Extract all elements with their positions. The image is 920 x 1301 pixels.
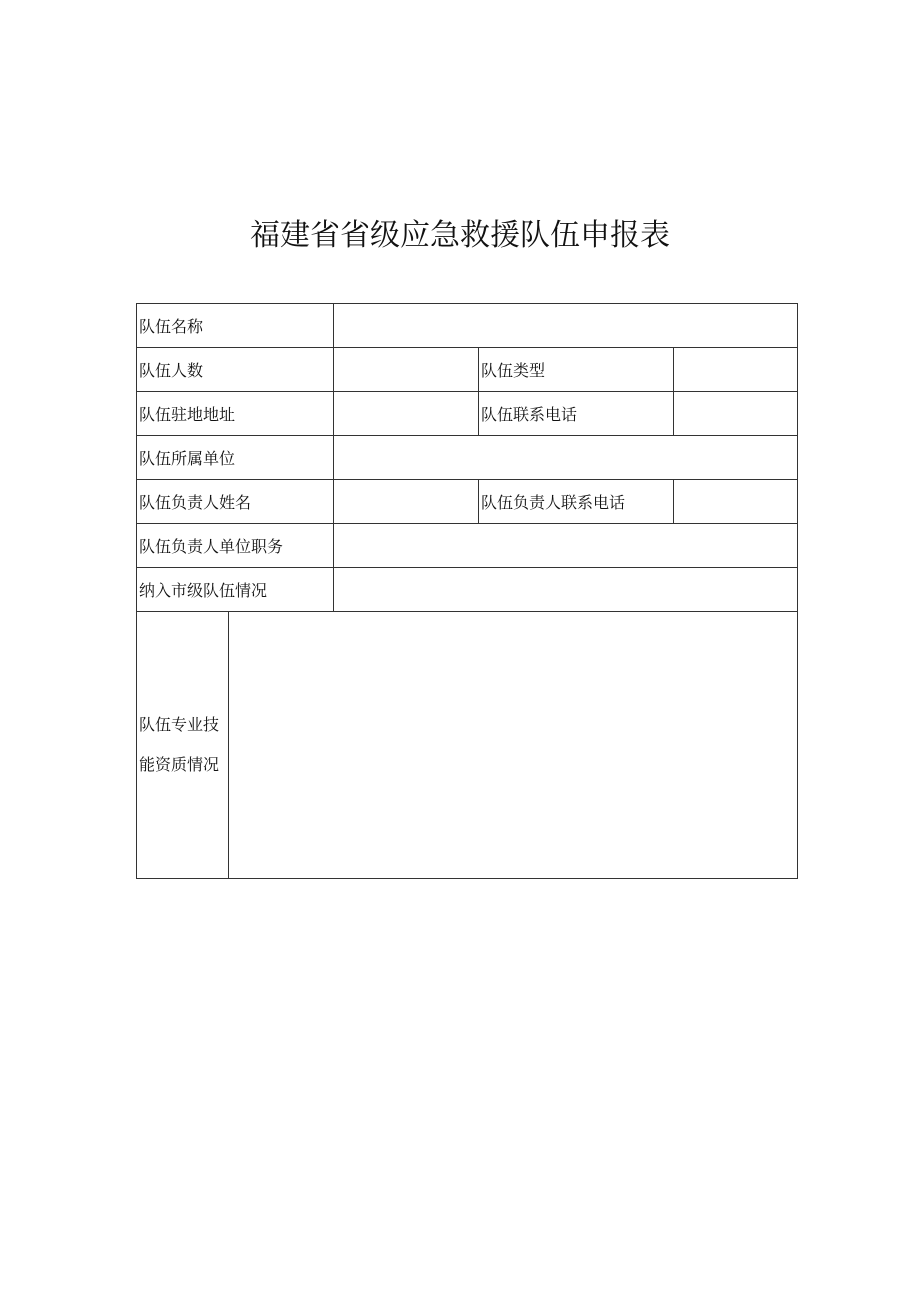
qualification-label-line2: 能资质情况 xyxy=(139,755,220,774)
qualification-label-line1: 队伍专业技 xyxy=(139,715,220,734)
row-qualification xyxy=(137,612,798,879)
qualification-label xyxy=(137,612,229,879)
team-address-label: 队伍驻地地址 xyxy=(137,392,334,436)
team-unit-field[interactable] xyxy=(334,436,798,480)
row-team-address-phone xyxy=(137,392,798,436)
application-form-table xyxy=(136,303,798,879)
row-team-unit xyxy=(137,436,798,480)
team-size-field[interactable] xyxy=(334,348,479,392)
leader-phone-label: 队伍负责人联系电话 xyxy=(479,480,674,524)
team-size-label: 队伍人数 xyxy=(137,348,334,392)
leader-phone-field[interactable] xyxy=(674,480,798,524)
document-title: 福建省省级应急救援队伍申报表 xyxy=(250,218,670,253)
team-phone-label: 队伍联系电话 xyxy=(479,392,674,436)
team-type-field[interactable] xyxy=(674,348,798,392)
team-unit-label: 队伍所属单位 xyxy=(137,436,334,480)
row-team-name xyxy=(137,304,798,348)
qualification-field[interactable] xyxy=(229,612,798,879)
leader-name-label: 队伍负责人姓名 xyxy=(137,480,334,524)
leader-position-field[interactable] xyxy=(334,524,798,568)
team-name-field[interactable] xyxy=(334,304,798,348)
row-leader-name-phone xyxy=(137,480,798,524)
row-city-level xyxy=(137,568,798,612)
team-type-label: 队伍类型 xyxy=(479,348,674,392)
team-name-label: 队伍名称 xyxy=(137,304,334,348)
city-level-field[interactable] xyxy=(334,568,798,612)
row-team-size-type xyxy=(137,348,798,392)
team-address-field[interactable] xyxy=(334,392,479,436)
leader-name-field[interactable] xyxy=(334,480,479,524)
city-level-label: 纳入市级队伍情况 xyxy=(137,568,334,612)
team-phone-field[interactable] xyxy=(674,392,798,436)
leader-position-label: 队伍负责人单位职务 xyxy=(137,524,334,568)
row-leader-position xyxy=(137,524,798,568)
